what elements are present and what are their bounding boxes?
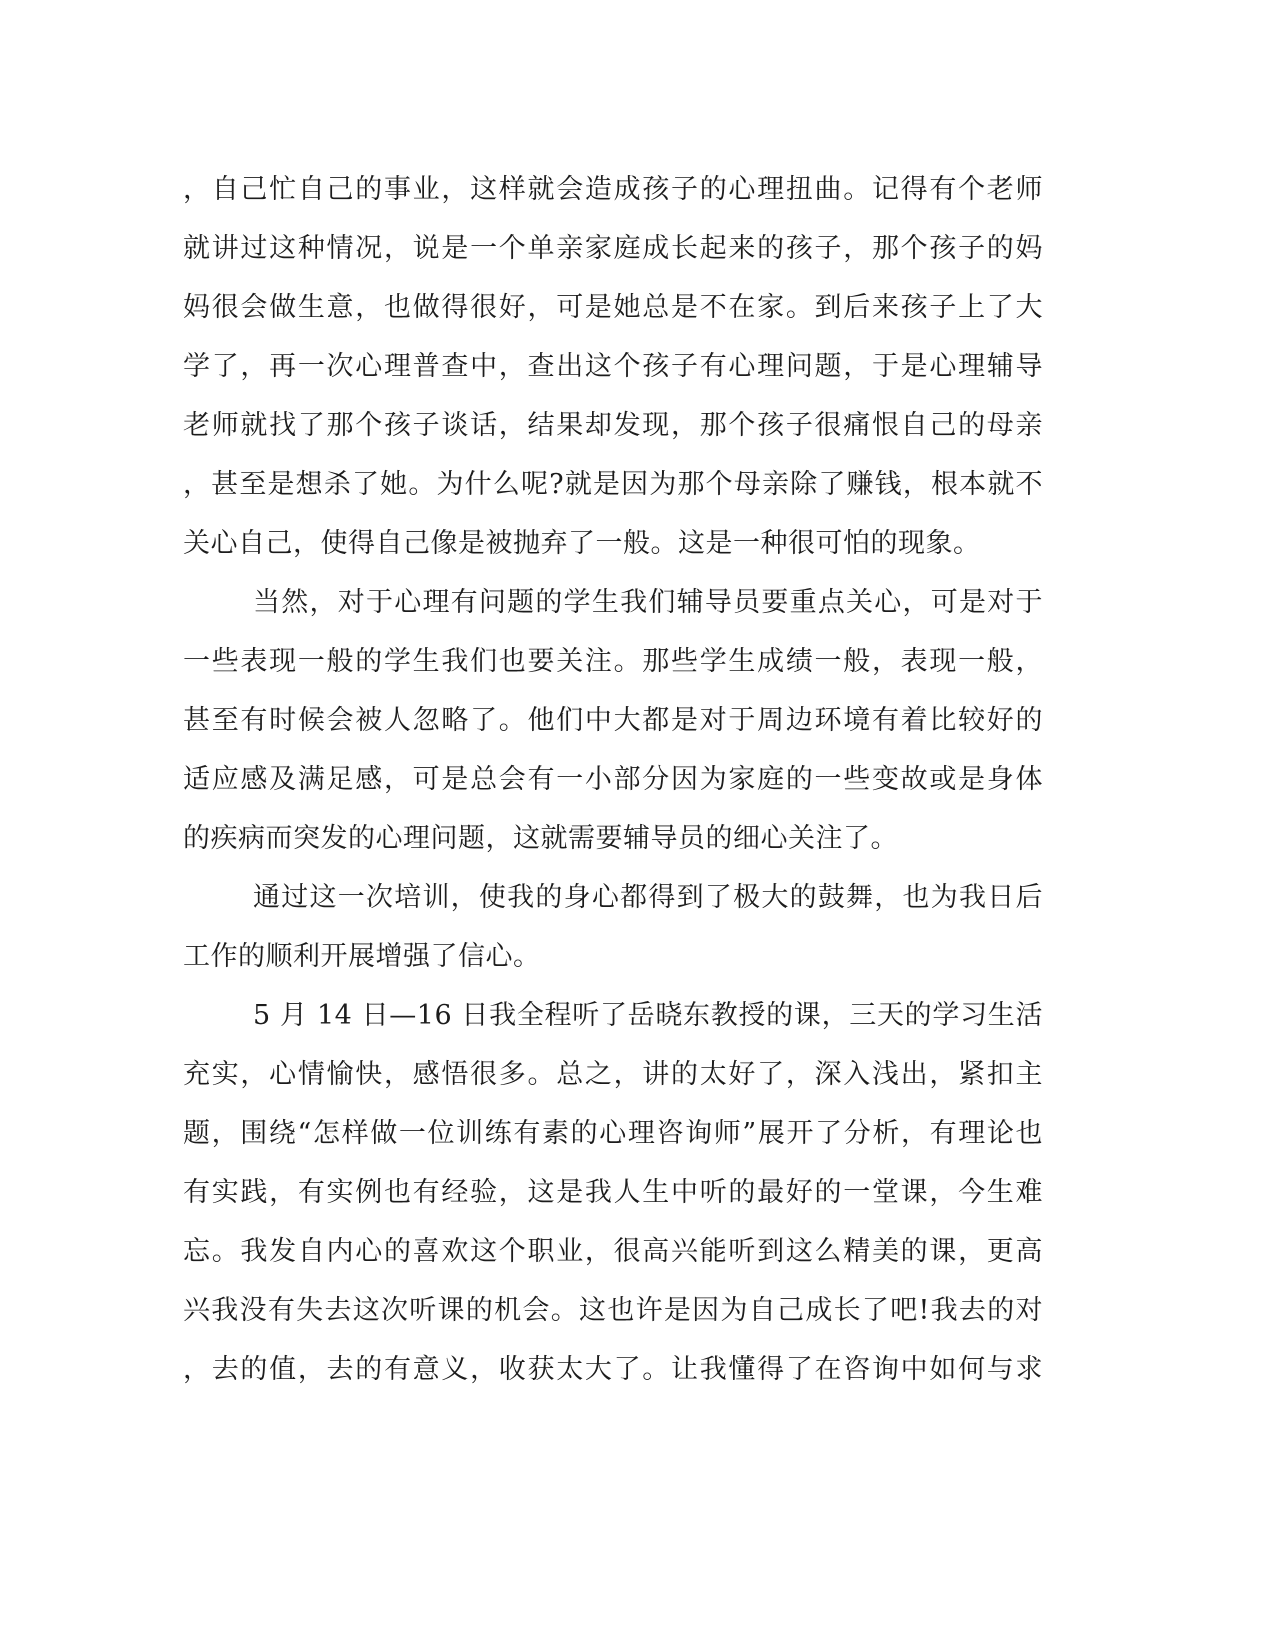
text-line: 充实，心情愉快，感悟很多。总之，讲的太好了，深入浅出，紧扣主 bbox=[183, 1059, 1043, 1090]
text-line: 学了，再一次心理普查中，查出这个孩子有心理问题，于是心理辅导 bbox=[183, 351, 1043, 382]
text-line: 有实践，有实例也有经验，这是我人生中听的最好的一堂课，今生难 bbox=[183, 1177, 1043, 1208]
text-line: 就讲过这种情况，说是一个单亲家庭成长起来的孩子，那个孩子的妈 bbox=[183, 233, 1043, 264]
text-line: 适应感及满足感，可是总会有一小部分因为家庭的一些变故或是身体 bbox=[183, 764, 1043, 795]
paragraph bbox=[183, 868, 1043, 986]
text-line: 5 月 14 日—16 日我全程听了岳晓东教授的课，三天的学习生活 bbox=[253, 1000, 1043, 1031]
text-line: 甚至有时候会被人忽略了。他们中大都是对于周边环境有着比较好的 bbox=[183, 705, 1043, 736]
text-line: 忘。我发自内心的喜欢这个职业，很高兴能听到这么精美的课，更高 bbox=[183, 1236, 1043, 1267]
text-line: ，自己忙自己的事业，这样就会造成孩子的心理扭曲。记得有个老师 bbox=[183, 174, 1043, 205]
text-line: 题，围绕“怎样做一位训练有素的心理咨询师”展开了分析，有理论也 bbox=[183, 1118, 1043, 1149]
paragraph bbox=[183, 573, 1043, 868]
text-line: ，去的值，去的有意义，收获太大了。让我懂得了在咨询中如何与求 bbox=[183, 1354, 1043, 1385]
text-line: 关心自己，使得自己像是被抛弃了一般。这是一种很可怕的现象。 bbox=[183, 528, 981, 559]
text-line: 通过这一次培训，使我的身心都得到了极大的鼓舞，也为我日后 bbox=[253, 882, 1043, 913]
text-line: 兴我没有失去这次听课的机会。这也许是因为自己成长了吧!我去的对 bbox=[183, 1295, 1043, 1326]
paragraph bbox=[183, 986, 1043, 1399]
text-line: 工作的顺利开展增强了信心。 bbox=[183, 941, 541, 972]
text-line: 当然，对于心理有问题的学生我们辅导员要重点关心，可是对于 bbox=[253, 587, 1043, 618]
text-line: 妈很会做生意，也做得很好，可是她总是不在家。到后来孩子上了大 bbox=[183, 292, 1043, 323]
paragraph bbox=[183, 160, 1043, 573]
text-line: 的疾病而突发的心理问题，这就需要辅导员的细心关注了。 bbox=[183, 823, 898, 854]
text-line: 一些表现一般的学生我们也要关注。那些学生成绩一般，表现一般， bbox=[183, 646, 1043, 677]
text-line: ，甚至是想杀了她。为什么呢?就是因为那个母亲除了赚钱，根本就不 bbox=[183, 469, 1043, 500]
document-body bbox=[183, 160, 1043, 1399]
text-line: 老师就找了那个孩子谈话，结果却发现，那个孩子很痛恨自己的母亲 bbox=[183, 410, 1043, 441]
